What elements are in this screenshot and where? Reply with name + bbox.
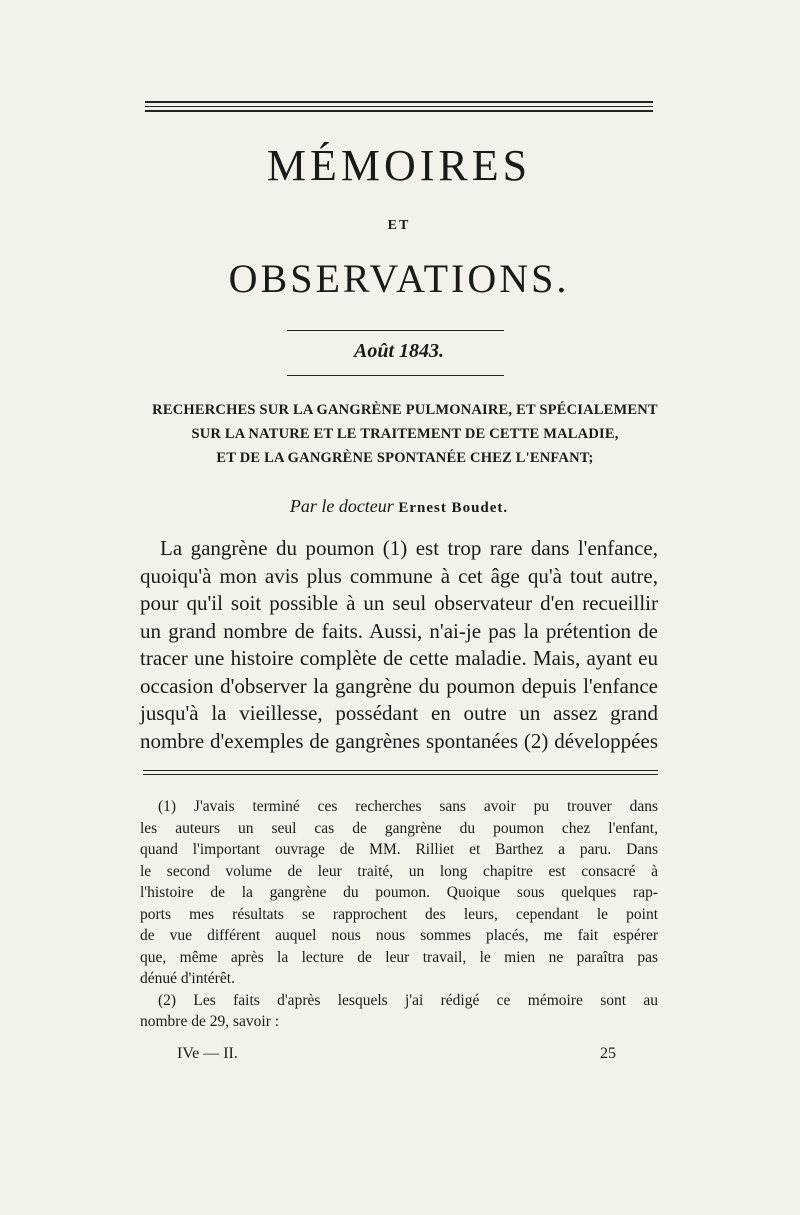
article-body: [140, 535, 658, 755]
article-heading-line: RECHERCHES SUR LA GANGRÈNE PULMONAIRE, ET SPÉCIALEMENT: [152, 402, 658, 418]
footnote-line: (1) J'avais terminé ces recherches sans avoir pu trouver dans: [158, 798, 658, 815]
body-line: un grand nombre de faits. Aussi, n'ai-je pas la prétention de: [140, 618, 658, 643]
section-conjunction: ET: [387, 218, 411, 233]
footnotes: [140, 796, 658, 1033]
body-line: pour qu'il soit possible à un seul observateur d'en recueillir: [140, 591, 658, 615]
divider: [287, 375, 504, 376]
footnote-line: les auteurs un seul cas de gangrène du poumon chez l'enfant,: [140, 819, 658, 837]
article-heading-line: ET DE LA GANGRÈNE SPONTANÉE CHEZ L'ENFANT;: [216, 450, 594, 466]
top-rule: [145, 106, 653, 107]
footnote-line: (2) Les faits d'après lesquels j'ai rédigé ce mémoire sont au: [158, 991, 658, 1009]
top-rule: [145, 101, 653, 103]
body-line: La gangrène du poumon (1) est trop rare dans l'enfance,: [160, 536, 658, 560]
body-line: jusqu'à la vieillesse, possédant en outre un assez grand: [140, 701, 658, 725]
page-number: 25: [600, 1045, 616, 1062]
top-rule: [145, 110, 653, 112]
footnote-line: le second volume de leur traité, un long chapitre est consacré à: [140, 862, 658, 880]
section-subtitle: OBSERVATIONS.: [228, 256, 570, 301]
body-line: quoiqu'à mon avis plus commune à cet âge qu'à tout autre,: [140, 563, 658, 588]
footnote-line: dénué d'intérêt.: [140, 970, 235, 987]
footnote-line: que, même après la lecture de leur travail, le mien ne paraîtra pas: [140, 948, 658, 966]
divider: [287, 330, 504, 331]
article-heading-line: SUR LA NATURE ET LE TRAITEMENT DE CETTE MALADIE,: [191, 426, 619, 442]
footnote-line: nombre de 29, savoir :: [140, 1013, 280, 1030]
section-title: MÉMOIRES: [266, 141, 532, 190]
author-line: [145, 496, 653, 517]
footnote-line: de vue différent auquel nous nous sommes placés, me fait espérer: [140, 927, 658, 944]
body-line: nombre d'exemples de gangrènes spontanées (2) développées: [140, 728, 658, 753]
footnote-rule: [143, 774, 658, 775]
author-name: Ernest Boudet.: [398, 500, 509, 516]
body-line: tracer une histoire complète de cette maladie. Mais, ayant eu: [140, 646, 658, 670]
body-line: occasion d'observer la gangrène du poumon depuis l'enfance: [140, 673, 658, 698]
author-prefix: Par le docteur: [289, 496, 394, 516]
signature-mark: IVe — II.: [177, 1045, 238, 1062]
footnote-line: quand l'important ouvrage de MM. Rilliet et Barthez a paru. Dans: [140, 841, 658, 858]
footnote-line: l'histoire de la gangrène du poumon. Quoique sous quelques rap-: [140, 884, 658, 901]
footnote-line: ports mes résultats se rapprochent des leurs, cependant le point: [140, 905, 658, 923]
footnote-rule: [143, 770, 658, 771]
issue-date: Août 1843.: [353, 340, 445, 362]
